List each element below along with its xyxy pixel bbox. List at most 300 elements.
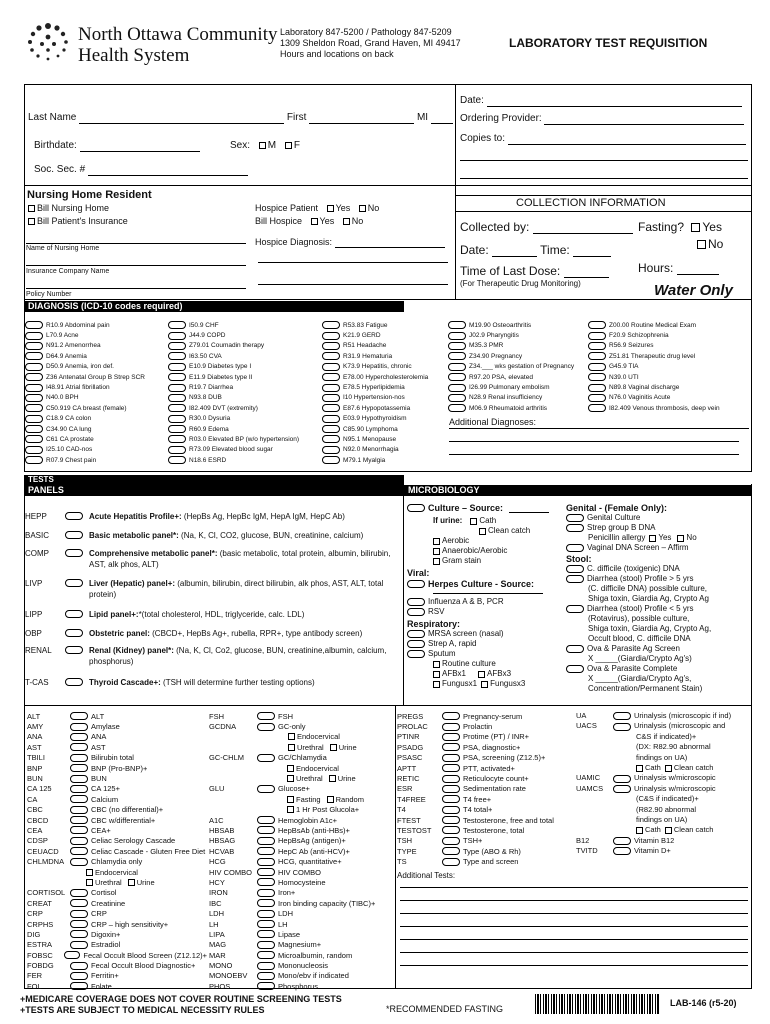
rsv-checkbox[interactable] — [407, 608, 425, 616]
diagnosis-item[interactable] — [588, 320, 750, 330]
sex-f-checkbox[interactable] — [285, 142, 292, 149]
diagnosis-checkbox[interactable] — [25, 435, 43, 443]
culture-checkbox[interactable] — [407, 504, 425, 512]
diagnosis-item[interactable] — [322, 320, 450, 330]
diagnosis-item[interactable] — [168, 330, 320, 340]
test-checkbox[interactable] — [257, 837, 275, 845]
test-row[interactable] — [27, 763, 207, 773]
diagnosis-checkbox[interactable] — [448, 394, 466, 402]
diagnosis-item[interactable] — [448, 372, 586, 382]
test-checkbox[interactable] — [442, 743, 460, 751]
test-row[interactable] — [209, 753, 397, 763]
test-row[interactable] — [397, 825, 575, 835]
mi-field[interactable] — [431, 114, 453, 124]
test-row[interactable] — [397, 846, 575, 856]
diagnosis-item[interactable] — [168, 445, 320, 455]
diagnosis-item[interactable] — [448, 393, 586, 403]
bill-hospice-yes-checkbox[interactable] — [311, 218, 318, 225]
diagnosis-checkbox[interactable] — [25, 332, 43, 340]
test-checkbox[interactable] — [613, 775, 631, 783]
mrsa-checkbox[interactable] — [407, 630, 425, 638]
test-row[interactable] — [27, 971, 207, 981]
test-row[interactable] — [27, 753, 207, 763]
test-checkbox[interactable] — [70, 920, 88, 928]
diagnosis-checkbox[interactable] — [322, 373, 340, 381]
test-checkbox[interactable] — [70, 972, 88, 980]
gcchlm-urine-checkbox[interactable] — [329, 775, 336, 782]
test-checkbox[interactable] — [70, 910, 88, 918]
collection-time-field[interactable] — [573, 245, 611, 257]
diagnosis-item[interactable] — [25, 393, 170, 403]
diagnosis-checkbox[interactable] — [25, 404, 43, 412]
test-checkbox[interactable] — [70, 889, 88, 897]
test-checkbox[interactable] — [257, 920, 275, 928]
copies-to-field[interactable] — [508, 135, 746, 145]
test-row[interactable] — [27, 742, 207, 752]
test-checkbox[interactable] — [442, 712, 460, 720]
vaginal-dna-checkbox[interactable] — [566, 544, 584, 552]
test-row[interactable] — [397, 784, 575, 794]
diagnosis-item[interactable] — [25, 445, 170, 455]
test-checkbox[interactable] — [442, 816, 460, 824]
test-checkbox[interactable] — [442, 847, 460, 855]
panel-checkbox[interactable] — [65, 610, 83, 618]
test-checkbox[interactable] — [257, 982, 275, 990]
uamcs-cath-checkbox[interactable] — [636, 827, 643, 834]
test-uacs[interactable] — [576, 721, 752, 731]
diagnosis-checkbox[interactable] — [588, 404, 606, 412]
diagnosis-item[interactable] — [25, 330, 170, 340]
diagnosis-item[interactable] — [168, 362, 320, 372]
fungusx1-checkbox[interactable] — [433, 681, 440, 688]
test-checkbox[interactable] — [70, 826, 88, 834]
diagnosis-item[interactable] — [25, 424, 170, 434]
diagnosis-item[interactable] — [448, 362, 586, 372]
test-checkbox[interactable] — [442, 754, 460, 762]
fasting-yes-checkbox[interactable] — [691, 223, 700, 232]
chlam-urine-checkbox[interactable] — [128, 879, 135, 886]
test-row[interactable] — [27, 773, 207, 783]
sputum-checkbox[interactable] — [407, 650, 425, 658]
test-checkbox[interactable] — [70, 754, 88, 762]
gc-endo-checkbox[interactable] — [288, 733, 295, 740]
diagnosis-item[interactable] — [25, 351, 170, 361]
test-row[interactable] — [27, 836, 207, 846]
panel-checkbox[interactable] — [65, 646, 83, 654]
bill-hospice-no-checkbox[interactable] — [343, 218, 350, 225]
diagnosis-item[interactable] — [322, 414, 450, 424]
urine-cath-checkbox[interactable] — [470, 518, 477, 525]
test-checkbox[interactable] — [613, 847, 631, 855]
test-row[interactable] — [27, 825, 207, 835]
uacs-cath-checkbox[interactable] — [636, 765, 643, 772]
last-name-field[interactable] — [79, 114, 284, 124]
diagnosis-item[interactable] — [168, 424, 320, 434]
diagnosis-checkbox[interactable] — [588, 373, 606, 381]
test-row[interactable] — [209, 929, 397, 939]
test-row[interactable] — [27, 950, 207, 960]
diagnosis-item[interactable] — [168, 403, 320, 413]
diagnosis-item[interactable] — [168, 372, 320, 382]
test-checkbox[interactable] — [257, 754, 275, 762]
panel-basic[interactable] — [25, 530, 400, 541]
test-checkbox[interactable] — [70, 743, 88, 751]
test-row[interactable] — [209, 981, 397, 991]
hospice-diagnosis-field[interactable] — [335, 238, 445, 248]
diarrhea-lt5-checkbox[interactable] — [566, 605, 584, 613]
anaerobic-checkbox[interactable] — [433, 548, 440, 555]
test-checkbox[interactable] — [70, 795, 88, 803]
test-row[interactable] — [397, 794, 575, 804]
test-row[interactable] — [27, 981, 207, 991]
test-checkbox[interactable] — [70, 775, 88, 783]
diagnosis-item[interactable] — [322, 393, 450, 403]
diagnosis-checkbox[interactable] — [322, 456, 340, 464]
test-tvitd[interactable] — [576, 846, 752, 856]
diagnosis-item[interactable] — [322, 382, 450, 392]
test-row[interactable] — [397, 815, 575, 825]
herpes-checkbox[interactable] — [407, 580, 425, 588]
test-row[interactable] — [209, 784, 397, 794]
test-row[interactable] — [209, 971, 397, 981]
diagnosis-checkbox[interactable] — [168, 404, 186, 412]
test-checkbox[interactable] — [442, 775, 460, 783]
diagnosis-checkbox[interactable] — [25, 415, 43, 423]
diagnosis-item[interactable] — [322, 351, 450, 361]
diagnosis-checkbox[interactable] — [322, 435, 340, 443]
diagnosis-item[interactable] — [588, 362, 750, 372]
diagnosis-item[interactable] — [25, 455, 170, 465]
diagnosis-checkbox[interactable] — [168, 332, 186, 340]
glu-post-checkbox[interactable] — [287, 806, 294, 813]
panel-comprehensive[interactable] — [25, 548, 400, 570]
test-checkbox[interactable] — [442, 826, 460, 834]
uacs-clean-checkbox[interactable] — [665, 765, 672, 772]
diagnosis-item[interactable] — [168, 434, 320, 444]
diagnosis-checkbox[interactable] — [588, 384, 606, 392]
diagnosis-checkbox[interactable] — [168, 321, 186, 329]
test-row[interactable] — [27, 929, 207, 939]
test-checkbox[interactable] — [257, 889, 275, 897]
bill-insurance-checkbox[interactable] — [28, 218, 35, 225]
test-checkbox[interactable] — [442, 764, 460, 772]
test-row[interactable] — [209, 898, 397, 908]
ova-complete-checkbox[interactable] — [566, 665, 584, 673]
diagnosis-item[interactable] — [168, 351, 320, 361]
test-checkbox[interactable] — [64, 951, 80, 959]
panel-checkbox[interactable] — [65, 579, 83, 587]
diagnosis-item[interactable] — [322, 372, 450, 382]
test-checkbox[interactable] — [442, 723, 460, 731]
test-row[interactable] — [209, 950, 397, 960]
gc-urine-checkbox[interactable] — [330, 744, 337, 751]
diagnosis-item[interactable] — [322, 362, 450, 372]
panel-obstetric[interactable] — [25, 628, 400, 639]
test-row[interactable] — [27, 805, 207, 815]
afbx3-checkbox[interactable] — [478, 671, 485, 678]
test-checkbox[interactable] — [70, 764, 88, 772]
gcchlm-urethral-checkbox[interactable] — [287, 775, 294, 782]
test-row[interactable] — [27, 721, 207, 731]
test-checkbox[interactable] — [70, 837, 88, 845]
diagnosis-checkbox[interactable] — [168, 384, 186, 392]
diagnosis-item[interactable] — [448, 330, 586, 340]
diagnosis-item[interactable] — [25, 434, 170, 444]
diagnosis-checkbox[interactable] — [322, 384, 340, 392]
diagnosis-checkbox[interactable] — [168, 456, 186, 464]
birthdate-field[interactable] — [80, 142, 200, 152]
collected-by-field[interactable] — [533, 222, 633, 234]
test-checkbox[interactable] — [70, 816, 88, 824]
panel-lipid[interactable] — [25, 609, 400, 620]
diagnosis-checkbox[interactable] — [25, 446, 43, 454]
test-checkbox[interactable] — [442, 858, 460, 866]
gram-stain-checkbox[interactable] — [433, 558, 440, 565]
ssn-field[interactable] — [88, 166, 248, 176]
test-checkbox[interactable] — [70, 723, 88, 731]
test-row[interactable] — [209, 815, 397, 825]
diagnosis-item[interactable] — [25, 414, 170, 424]
test-checkbox[interactable] — [70, 982, 88, 990]
test-checkbox[interactable] — [257, 899, 275, 907]
panel-renal[interactable] — [25, 645, 400, 667]
test-row[interactable] — [397, 773, 575, 783]
diagnosis-checkbox[interactable] — [25, 363, 43, 371]
diagnosis-item[interactable] — [322, 434, 450, 444]
test-checkbox[interactable] — [70, 785, 88, 793]
last-dose-field[interactable] — [564, 266, 609, 278]
test-checkbox[interactable] — [70, 847, 88, 855]
test-checkbox[interactable] — [257, 930, 275, 938]
diagnosis-checkbox[interactable] — [322, 363, 340, 371]
test-checkbox[interactable] — [257, 941, 275, 949]
diagnosis-checkbox[interactable] — [322, 342, 340, 350]
strep-a-checkbox[interactable] — [407, 640, 425, 648]
diagnosis-item[interactable] — [25, 403, 170, 413]
diagnosis-checkbox[interactable] — [588, 363, 606, 371]
diagnosis-item[interactable] — [588, 351, 750, 361]
panel-checkbox[interactable] — [65, 678, 83, 686]
diagnosis-item[interactable] — [168, 341, 320, 351]
glu-random-checkbox[interactable] — [327, 796, 334, 803]
test-row[interactable] — [209, 856, 397, 866]
diagnosis-item[interactable] — [448, 403, 586, 413]
diagnosis-checkbox[interactable] — [25, 373, 43, 381]
test-checkbox[interactable] — [257, 785, 275, 793]
test-row[interactable] — [27, 898, 207, 908]
diagnosis-checkbox[interactable] — [448, 384, 466, 392]
test-row[interactable] — [209, 867, 397, 877]
diagnosis-checkbox[interactable] — [168, 342, 186, 350]
diagnosis-checkbox[interactable] — [168, 394, 186, 402]
test-checkbox[interactable] — [70, 930, 88, 938]
test-checkbox[interactable] — [257, 910, 275, 918]
test-row[interactable] — [397, 763, 575, 773]
diagnosis-item[interactable] — [322, 403, 450, 413]
test-row[interactable] — [397, 836, 575, 846]
test-checkbox[interactable] — [257, 712, 275, 720]
ova-screen-checkbox[interactable] — [566, 645, 584, 653]
diagnosis-checkbox[interactable] — [25, 342, 43, 350]
test-checkbox[interactable] — [70, 962, 88, 970]
test-row[interactable] — [27, 919, 207, 929]
test-checkbox[interactable] — [257, 847, 275, 855]
diagnosis-checkbox[interactable] — [588, 352, 606, 360]
diagnosis-checkbox[interactable] — [168, 363, 186, 371]
test-row[interactable] — [27, 711, 207, 721]
diagnosis-item[interactable] — [168, 414, 320, 424]
sex-m-checkbox[interactable] — [259, 142, 266, 149]
test-checkbox[interactable] — [257, 878, 275, 886]
date-field[interactable] — [487, 97, 742, 107]
test-checkbox[interactable] — [257, 868, 275, 876]
panel-checkbox[interactable] — [65, 549, 83, 557]
test-checkbox[interactable] — [442, 785, 460, 793]
test-checkbox[interactable] — [257, 951, 275, 959]
test-row[interactable] — [209, 836, 397, 846]
diagnosis-item[interactable] — [588, 341, 750, 351]
panel-hepatitis[interactable] — [25, 511, 400, 522]
diagnosis-checkbox[interactable] — [588, 321, 606, 329]
test-row[interactable] — [397, 742, 575, 752]
hours-field[interactable] — [677, 263, 719, 275]
test-checkbox[interactable] — [613, 785, 631, 793]
fasting-no-checkbox[interactable] — [697, 240, 706, 249]
diagnosis-item[interactable] — [168, 393, 320, 403]
panel-checkbox[interactable] — [65, 629, 83, 637]
test-checkbox[interactable] — [613, 837, 631, 845]
test-row[interactable] — [397, 732, 575, 742]
diagnosis-item[interactable] — [322, 455, 450, 465]
diagnosis-checkbox[interactable] — [322, 415, 340, 423]
diagnosis-checkbox[interactable] — [322, 332, 340, 340]
diagnosis-item[interactable] — [448, 382, 586, 392]
diagnosis-item[interactable] — [25, 382, 170, 392]
test-row[interactable] — [397, 753, 575, 763]
aerobic-checkbox[interactable] — [433, 538, 440, 545]
gcchlm-endo-checkbox[interactable] — [287, 765, 294, 772]
test-checkbox[interactable] — [257, 858, 275, 866]
test-checkbox[interactable] — [70, 712, 88, 720]
glu-fasting-checkbox[interactable] — [287, 796, 294, 803]
diagnosis-item[interactable] — [588, 393, 750, 403]
test-checkbox[interactable] — [70, 899, 88, 907]
test-row[interactable] — [209, 825, 397, 835]
test-row[interactable] — [27, 815, 207, 825]
bill-nursing-home-checkbox[interactable] — [28, 205, 35, 212]
diagnosis-item[interactable] — [168, 320, 320, 330]
test-b12[interactable] — [576, 836, 752, 846]
test-row[interactable] — [27, 732, 207, 742]
diagnosis-checkbox[interactable] — [448, 342, 466, 350]
diagnosis-checkbox[interactable] — [448, 332, 466, 340]
diarrhea-gt5-checkbox[interactable] — [566, 575, 584, 583]
diagnosis-checkbox[interactable] — [168, 352, 186, 360]
diagnosis-checkbox[interactable] — [322, 404, 340, 412]
test-checkbox[interactable] — [442, 795, 460, 803]
test-checkbox[interactable] — [257, 816, 275, 824]
test-row[interactable] — [27, 940, 207, 950]
diagnosis-checkbox[interactable] — [25, 384, 43, 392]
test-row[interactable] — [27, 888, 207, 898]
panel-checkbox[interactable] — [65, 512, 83, 520]
test-checkbox[interactable] — [613, 723, 631, 731]
test-row[interactable] — [209, 960, 397, 970]
diagnosis-checkbox[interactable] — [448, 373, 466, 381]
test-checkbox[interactable] — [70, 858, 88, 866]
test-row[interactable] — [209, 908, 397, 918]
diagnosis-item[interactable] — [25, 341, 170, 351]
pen-allergy-no-checkbox[interactable] — [677, 535, 684, 542]
influenza-checkbox[interactable] — [407, 598, 425, 606]
test-checkbox[interactable] — [613, 712, 631, 720]
test-row[interactable] — [27, 856, 207, 866]
diagnosis-item[interactable] — [448, 320, 586, 330]
diagnosis-checkbox[interactable] — [168, 435, 186, 443]
diagnosis-checkbox[interactable] — [322, 425, 340, 433]
chlam-endo-checkbox[interactable] — [86, 869, 93, 876]
gc-urethral-checkbox[interactable] — [288, 744, 295, 751]
test-checkbox[interactable] — [70, 733, 88, 741]
diagnosis-checkbox[interactable] — [25, 352, 43, 360]
test-row[interactable] — [27, 908, 207, 918]
test-row[interactable] — [27, 794, 207, 804]
test-row[interactable] — [209, 877, 397, 887]
collection-date-field[interactable] — [492, 245, 537, 257]
diagnosis-checkbox[interactable] — [322, 321, 340, 329]
diagnosis-item[interactable] — [322, 341, 450, 351]
uamcs-clean-checkbox[interactable] — [665, 827, 672, 834]
test-checkbox[interactable] — [257, 962, 275, 970]
test-uamcs[interactable] — [576, 784, 752, 794]
diagnosis-item[interactable] — [322, 424, 450, 434]
test-checkbox[interactable] — [442, 806, 460, 814]
urine-clean-catch-checkbox[interactable] — [479, 528, 486, 535]
test-checkbox[interactable] — [70, 941, 88, 949]
fungusx3-checkbox[interactable] — [481, 681, 488, 688]
diagnosis-checkbox[interactable] — [322, 446, 340, 454]
test-row[interactable] — [209, 888, 397, 898]
diagnosis-checkbox[interactable] — [588, 394, 606, 402]
diagnosis-checkbox[interactable] — [25, 321, 43, 329]
diagnosis-item[interactable] — [448, 341, 586, 351]
diagnosis-item[interactable] — [25, 372, 170, 382]
chlam-urethral-checkbox[interactable] — [86, 879, 93, 886]
diagnosis-checkbox[interactable] — [168, 425, 186, 433]
diagnosis-item[interactable] — [588, 403, 750, 413]
diagnosis-checkbox[interactable] — [25, 456, 43, 464]
test-row[interactable] — [209, 721, 397, 731]
test-uamic[interactable] — [576, 773, 752, 783]
test-row[interactable] — [397, 805, 575, 815]
test-checkbox[interactable] — [70, 806, 88, 814]
panel-liver[interactable] — [25, 578, 400, 600]
test-row[interactable] — [209, 919, 397, 929]
test-checkbox[interactable] — [257, 826, 275, 834]
diagnosis-item[interactable] — [588, 372, 750, 382]
diagnosis-item[interactable] — [588, 382, 750, 392]
diagnosis-item[interactable] — [25, 362, 170, 372]
hospice-patient-yes-checkbox[interactable] — [327, 205, 334, 212]
test-row[interactable] — [27, 960, 207, 970]
diagnosis-item[interactable] — [322, 445, 450, 455]
test-row[interactable] — [209, 846, 397, 856]
diagnosis-item[interactable] — [588, 330, 750, 340]
test-row[interactable] — [27, 846, 207, 856]
diagnosis-item[interactable] — [322, 330, 450, 340]
strep-b-checkbox[interactable] — [566, 524, 584, 532]
test-row[interactable] — [27, 784, 207, 794]
